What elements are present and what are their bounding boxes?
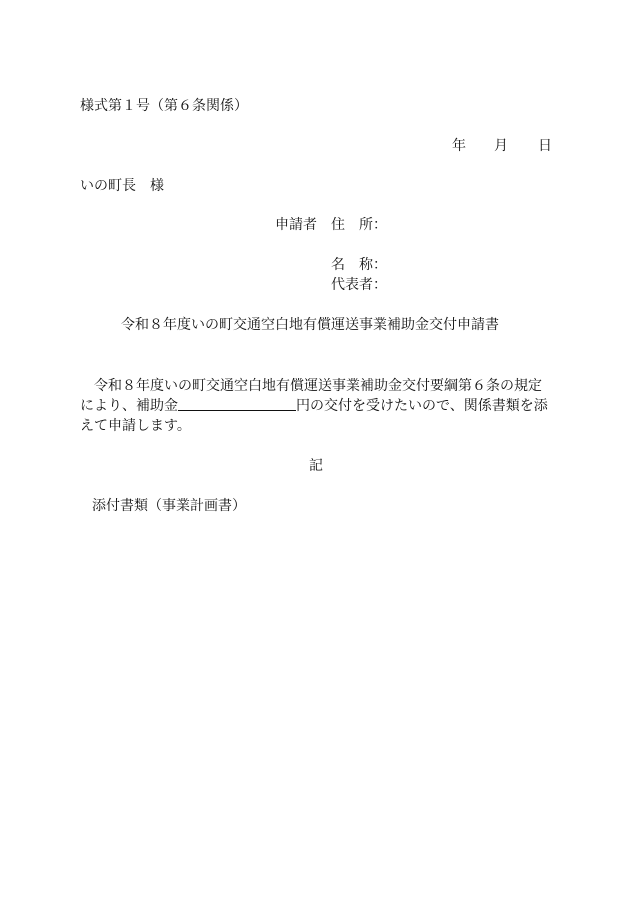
address-label: 住 所： — [331, 217, 387, 233]
date-year: 年 — [452, 138, 466, 154]
body-text-part2: 円の交付を受けたいので、関係書類を添えて申請します。 — [80, 398, 548, 434]
form-number: 様式第１号（第６条関係） — [80, 98, 248, 114]
name-label: 名 称： — [331, 257, 387, 273]
applicant-role: 申請者 — [275, 217, 317, 233]
date-month: 月 — [494, 138, 508, 154]
ki-heading: 記 — [309, 458, 323, 474]
attachment-list: 添付書類（事業計画書） — [92, 498, 246, 514]
body-text-part1: 令和８年度いの町交通空白地有償運送事業補助金交付要綱第６条の規定により、補助金 — [80, 378, 542, 414]
date-day: 日 — [538, 138, 552, 154]
body-paragraph — [80, 376, 555, 436]
representative-label: 代表者： — [331, 277, 387, 293]
amount-blank-field[interactable] — [178, 396, 296, 411]
addressee: いの町長 様 — [80, 178, 164, 194]
document-title: 令和８年度いの町交通空白地有償運送事業補助金交付申請書 — [121, 317, 499, 333]
applicant-address-row — [275, 215, 387, 235]
